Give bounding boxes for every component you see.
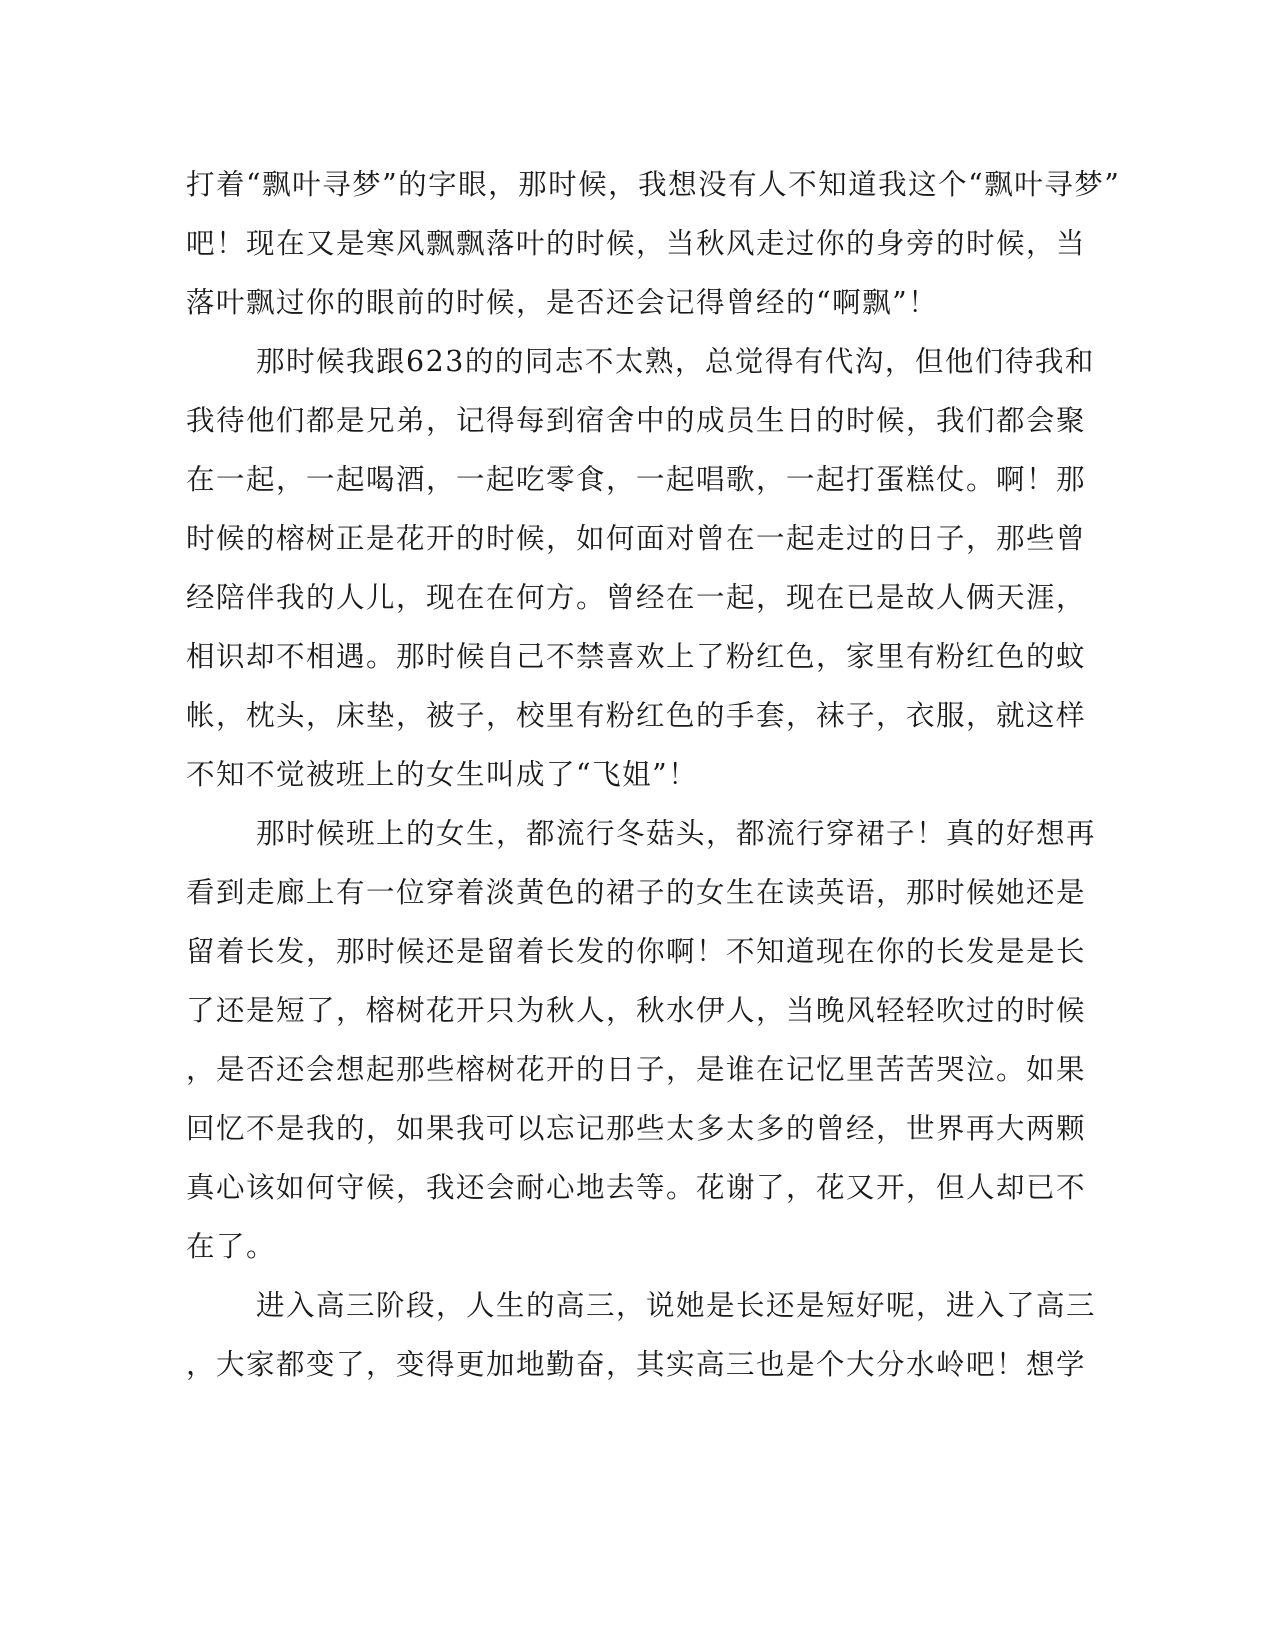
text-line: 帐，枕头，床垫，被子，校里有粉红色的手套，袜子，衣服，就这样 [186,699,1087,732]
text-line: 真心该如何守候，我还会耐心地去等。花谢了，花又开，但人却已不 [186,1171,1087,1204]
text-line: 打着“飘叶寻梦”的字眼，那时候，我想没有人不知道我这个“飘叶寻梦” [186,168,1121,201]
text-line: 相识却不相遇。那时候自己不禁喜欢上了粉红色，家里有粉红色的蚊 [186,640,1087,673]
text-line: 了还是短了，榕树花开只为秋人，秋水伊人，当晚风轻轻吹过的时候 [186,994,1087,1027]
text-line: 吧！现在又是寒风飘飘落叶的时候，当秋风走过你的身旁的时候，当 [186,227,1087,260]
text-line: 进入高三阶段，人生的高三，说她是长还是短好呢，进入了高三 [256,1289,1097,1322]
text-line: 那时候我跟623的的同志不太熟，总觉得有代沟，但他们待我和 [256,345,1095,378]
text-line: 经陪伴我的人儿，现在在何方。曾经在一起，现在已是故人俩天涯， [186,581,1087,614]
body-text [186,155,1121,1394]
text-line: 我待他们都是兄弟，记得每到宿舍中的成员生日的时候，我们都会聚 [186,404,1087,437]
text-line: 在了。 [186,1230,277,1263]
text-line: ，是否还会想起那些榕树花开的日子，是谁在记忆里苦苦哭泣。如果 [186,1053,1087,1086]
text-line: 留着长发，那时候还是留着长发的你啊！不知道现在你的长发是是长 [186,935,1087,968]
text-line: 不知不觉被班上的女生叫成了“飞姐”！ [186,758,699,791]
text-line: 时候的榕树正是花开的时候，如何面对曾在一起走过的日子，那些曾 [186,522,1087,555]
text-line: 那时候班上的女生，都流行冬菇头，都流行穿裙子！真的好想再 [256,817,1097,850]
text-line: ，大家都变了，变得更加地勤奋，其实高三也是个大分水岭吧！想学 [186,1348,1087,1381]
text-line: 回忆不是我的，如果我可以忘记那些太多太多的曾经，世界再大两颗 [186,1112,1087,1145]
text-line: 在一起，一起喝酒，一起吃零食，一起唱歌，一起打蛋糕仗。啊！那 [186,463,1087,496]
text-line: 看到走廊上有一位穿着淡黄色的裙子的女生在读英语，那时候她还是 [186,876,1087,909]
text-line: 落叶飘过你的眼前的时候，是否还会记得曾经的“啊飘”！ [186,286,939,319]
